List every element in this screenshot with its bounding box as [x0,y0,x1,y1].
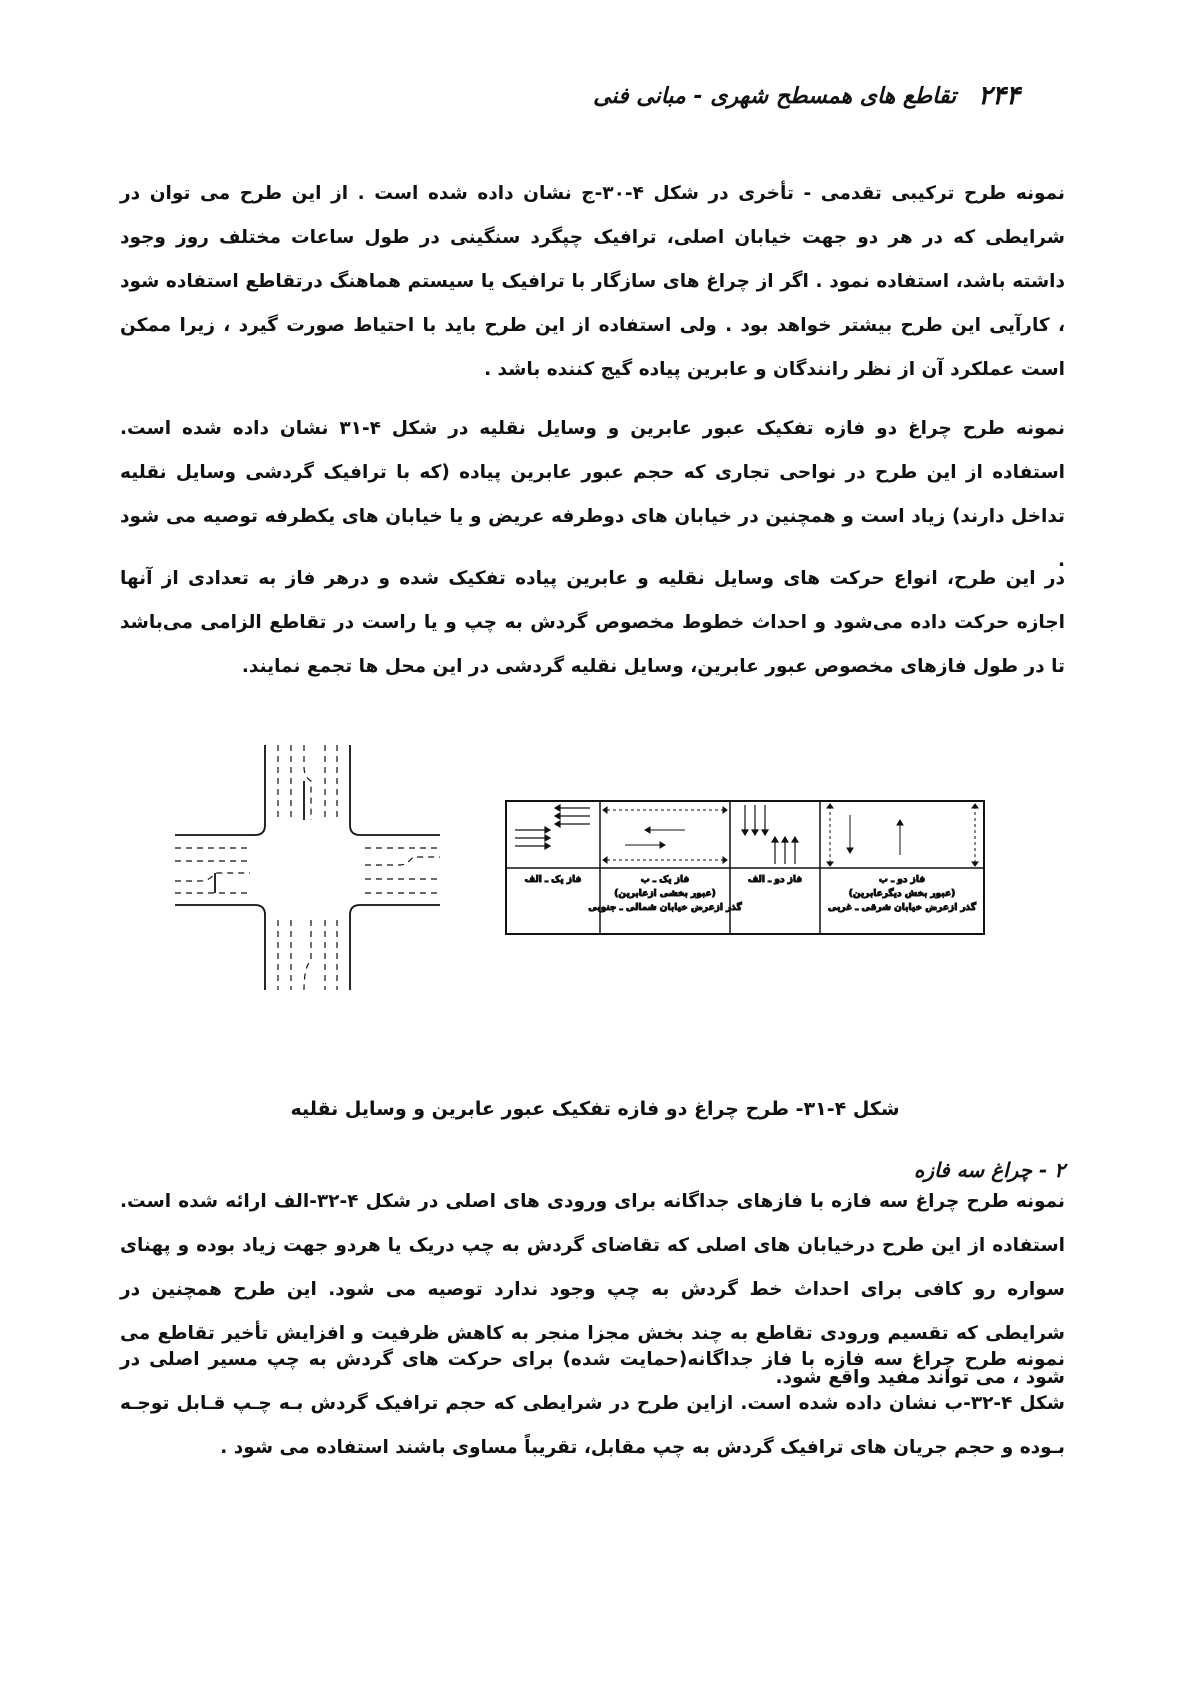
phase-label: فاز یک ـ ب [640,875,690,885]
lane-markings [175,745,440,990]
phase1a-arrows [515,805,590,849]
running-title: تقاطع های همسطح شهری - مبانی فنی [593,83,957,109]
phase2a-arrows [742,805,798,864]
median-islands [215,781,304,893]
paragraph: نمونه طرح چراغ دو فازه تفکیک عبور عابرین و وسایل نقلیه در شکل ۴-۳۱ نشان داده شده است. استفاده از این طرح در نواحی تجاری که حجم عبور عابرین پیاده (که با ترافیک گردشی وسایل نقلیه تداخل دارند) زیاد است و همچنین در خیابان های دوطرفه عریض و یا خیابان های یکطرفه توصیه می شود . [120,418,1065,571]
page-header [160,78,1020,114]
intersection-diagram [175,745,440,990]
phase1b-arrows [603,807,727,863]
phase2b-arrows [827,804,978,866]
paragraph: نمونه طرح چراغ سه فازه با فازهای جداگانه برای ورودی های اصلی در شکل ۴-۳۲-الف ارائه شده است. استفاده از این طرح درخیابان های اصلی که تقاضای گردش به چپ دریک یا هردو جهت زیاد بوده و پهنای سواره رو کافی برای احداث خط گردش به چپ وجود ندارد توصیه می شود. این طرح همچنین در شرایطی که تقسیم ورودی تقاطع به چند بخش مجزا منجر به کاهش ظرفیت و افزایش تأخیر تقاطع می شود ، می تواند مفید واقع شود. [120,1191,1066,1388]
phase-table [505,800,985,935]
paragraph: نمونه طرح ترکیبی تقدمی - تأخری در شکل ۴-۳۰-ج نشان داده شده است . از این طرح می توان در شرایطی که در هر دو جهت خیابان اصلی، ترافیک چپگرد سنگینی در طول ساعات مختلف روز وجود داشته باشد، استفاده نمود . اگر از چراغ های سازگار با ترافیک یا سیستم هماهنگ درتقاطع استفاده شود ، کارآیی این طرح بیشتر خواهد بود . ولی استفاده از این طرح باید با احتیاط صورت گیرد ، زیرا ممکن است عملکرد آن از نظر رانندگان و عابرین پیاده گیج کننده باشد . [120,183,1065,380]
phase-label: گذر ازعرض خیابان شرقی ـ غربی [827,903,977,913]
section-heading: ۲ - چراغ سه فازه [913,1158,1065,1182]
phase-label: (عبور بخشی ازعابرین) [614,889,716,899]
page-number: ۲۴۴ [978,81,1020,111]
phase-label: (عبور بخش دیگرعابرین) [848,889,956,899]
phase-label: فاز دو ـ ب [878,875,926,885]
phase-label: گذر ازعرض خیابان شمالی ـ جنوبی [588,903,742,913]
figure-caption: شکل ۴-۳۱- طرح چراغ دو فازه تفکیک عبور عابرین و وسایل نقلیه [290,1098,900,1120]
paragraph: در این طرح، انواع حرکت های وسایل نقلیه و عابرین پیاده تفکیک شده و درهر فاز به تعدادی از آنها اجازه حرکت داده می‌شود و احداث خطوط مخصوص گردش به چپ و یا راست در تقاطع الزامی می‌باشد تا در طول فازهای مخصوص عبور عابرین، وسایل نقلیه گردشی در این محل ها تجمع نمایند. [120,568,1065,677]
curb-lines [175,745,440,990]
phase-label: فاز دو ـ الف [747,875,803,885]
paragraph: نمونه طرح چراغ سه فازه با فاز جداگانه(حمایت شده) برای حرکت های گردش به چپ مسیر اصلی در شکل ۴-۳۲-ب نشان داده شده است. ازاین طرح در شرایطی که حجم ترافیک گردش بـه چـپ قـابل توجـه بـوده و حجم جریان های ترافیک گردش به چپ مقابل، تقریباً مساوی باشند استفاده می شود . [120,1349,1065,1458]
phase-label: فاز یک ـ الف [524,875,582,885]
